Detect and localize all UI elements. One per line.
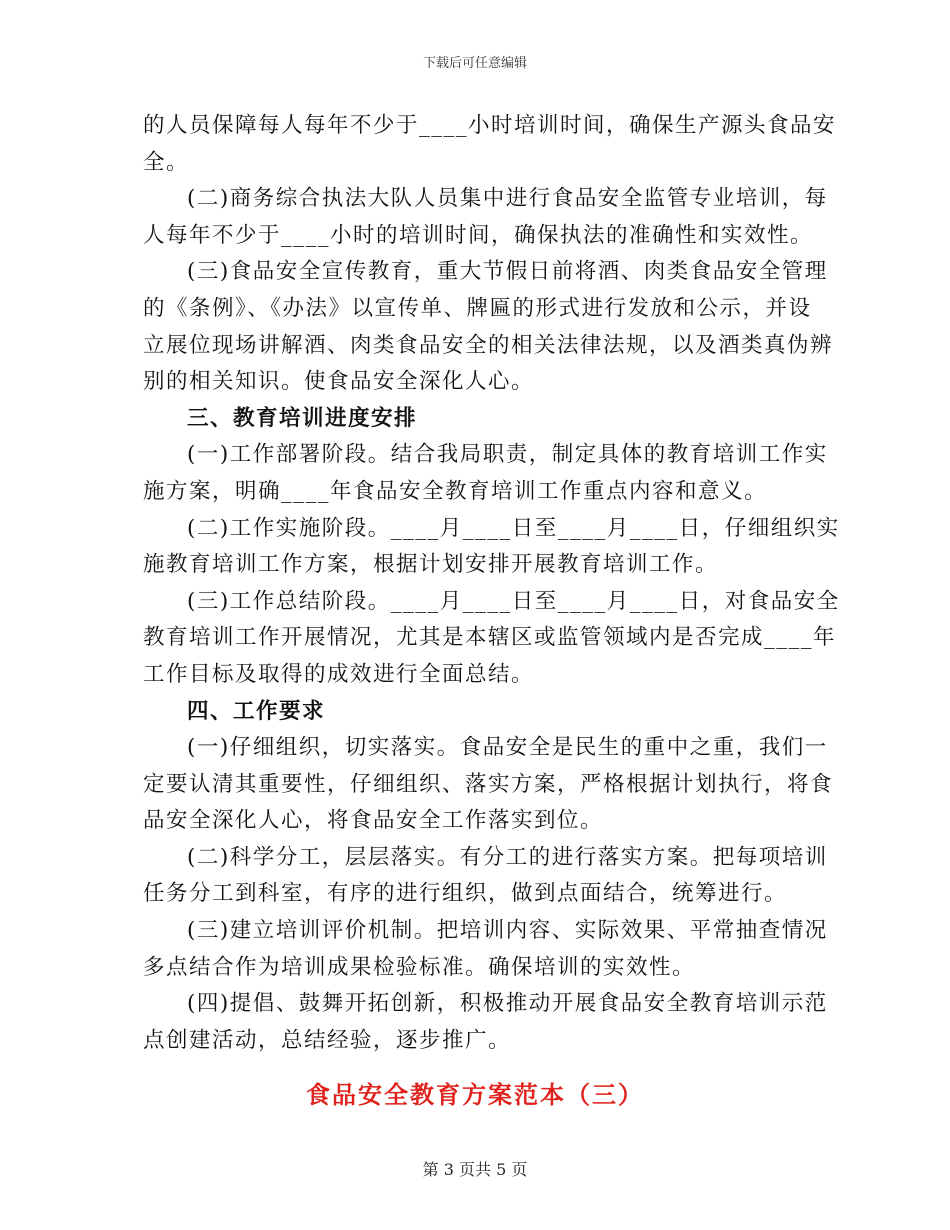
body-line: 全。: [143, 149, 190, 175]
body-line: 施教育培训工作方案，根据计划安排开展教育培训工作。: [143, 552, 719, 578]
body-line: 品安全深化人心，将食品安全工作落实到位。: [143, 808, 604, 834]
body-line: (二)商务综合执法大队人员集中进行食品安全监管专业培训，每: [187, 186, 828, 212]
body-line: 的《条例》、《办法》以宣传单、牌匾的形式进行发放和公示，并设: [143, 295, 812, 321]
body-line: (二)工作实施阶段。____月____日至____月____日，仔细组织实: [187, 515, 840, 541]
section-heading: 四、工作要求: [187, 698, 326, 724]
body-line: (一)工作部署阶段。结合我局职责，制定具体的教育培训工作实: [187, 442, 828, 468]
document-body: [143, 108, 840, 1059]
body-line: 工作目标及取得的成效进行全面总结。: [143, 661, 535, 687]
body-line: (三)食品安全宣传教育，重大节假日前将酒、肉类食品安全管理: [187, 259, 828, 285]
body-line: 的人员保障每人每年不少于____小时培训时间，确保生产源头食品安: [143, 113, 837, 138]
body-line: 别的相关知识。使食品安全深化人心。: [143, 369, 535, 395]
body-line: 人每年不少于____小时的培训时间，确保执法的准确性和实效性。: [143, 222, 814, 248]
section-heading: 三、教育培训进度安排: [187, 405, 418, 431]
page-header: 下载后可任意编辑: [422, 56, 527, 71]
body-line: (一)仔细组织，切实落实。食品安全是民生的重中之重，我们一: [187, 735, 828, 761]
document-title: 食品安全教育方案范本（三）: [306, 1080, 644, 1109]
page-footer: 第 3 页共 5 页: [422, 1160, 528, 1179]
body-line: 多点结合作为培训成果检验标准。确保培训的实效性。: [143, 954, 696, 980]
body-line: 施方案，明确____年食品安全教育培训工作重点内容和意义。: [143, 478, 768, 504]
body-line: 定要认清其重要性，仔细组织、落实方案，严格根据计划执行，将食: [143, 771, 834, 797]
body-line: (三)建立培训评价机制。把培训内容、实际效果、平常抽查情况: [187, 918, 828, 944]
body-line: 点创建活动，总结经验，逐步推广。: [143, 1027, 512, 1053]
body-line: 立展位现场讲解酒、肉类食品安全的相关法律法规，以及酒类真伪辨: [143, 332, 834, 358]
body-line: (三)工作总结阶段。____月____日至____月____日，对食品安全: [187, 588, 840, 614]
body-line: 任务分工到科室，有序的进行组织，做到点面结合，统筹进行。: [143, 881, 788, 907]
body-line: 教育培训工作开展情况，尤其是本辖区或监管领域内是否完成____年: [143, 625, 837, 651]
body-line: (四)提倡、鼓舞开拓创新，积极推动开展食品安全教育培训示范: [187, 991, 828, 1017]
body-line: (二)科学分工，层层落实。有分工的进行落实方案。把每项培训: [187, 844, 828, 870]
